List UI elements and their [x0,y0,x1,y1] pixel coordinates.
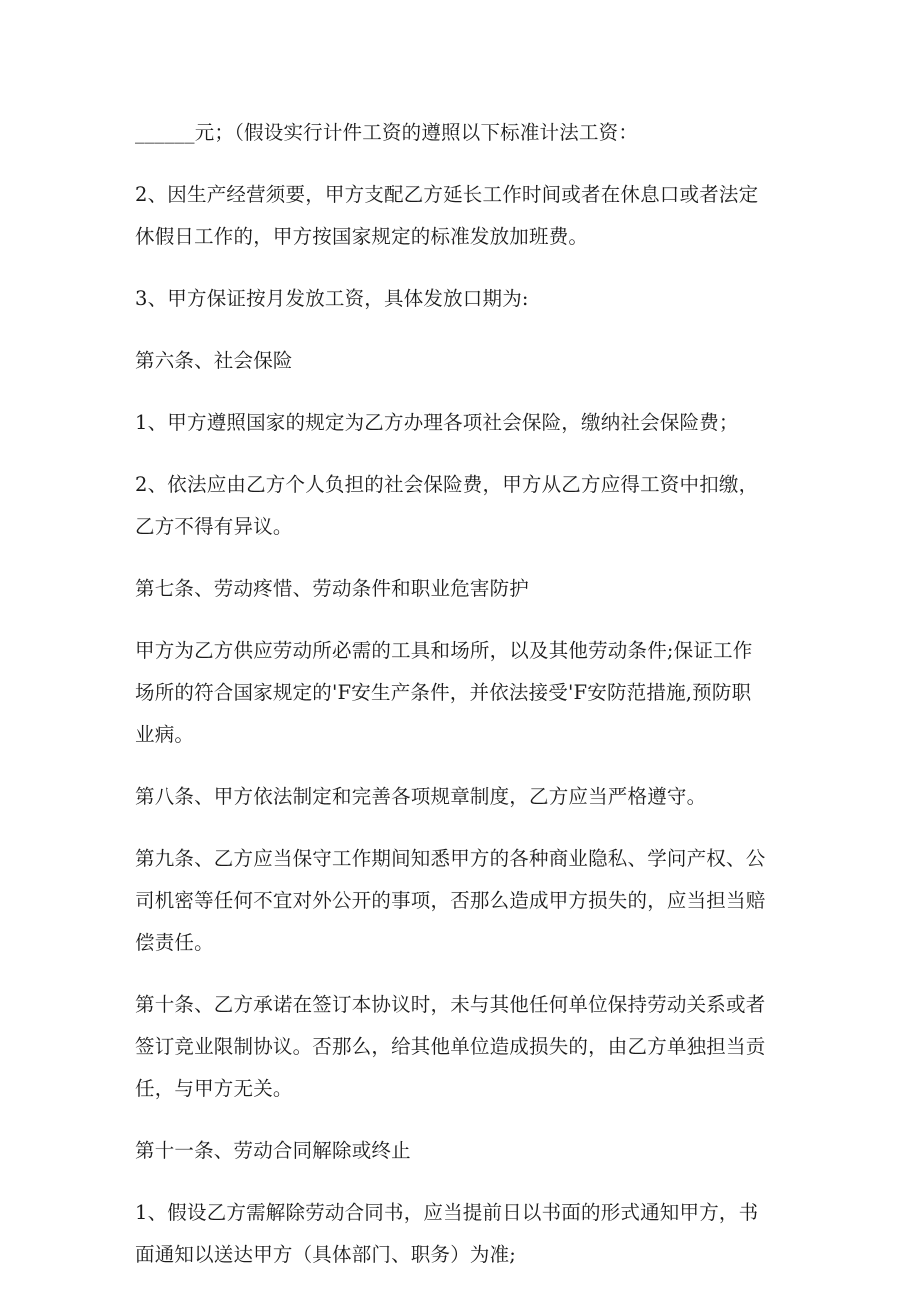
text-line: 第十一条、劳动合同解除或终止 [135,1139,411,1162]
text-line: 2、依法应由乙方个人负担的社会保险费，甲方从乙方应得工资中扣缴， [135,473,759,496]
text-line: 面通知以送达甲方（具体部门、职务）为准; [135,1243,517,1266]
text-line: 1、甲方遵照国家的规定为乙方办理各项社会保险，缴纳社会保险费； [135,411,739,434]
text-line: 3、甲方保证按月发放工资，具体发放口期为: [135,287,529,310]
text-line: 第九条、乙方应当保守工作期间知悉甲方的各种商业隐私、学问产权、公 [135,847,766,870]
text-line: 第十条、乙方承诺在签订本协议时，未与其他任何单位保持劳动关系或者 [135,993,766,1016]
text-line: 场所的符合国家规定的'F安生产条件，并依法接受'F安防范措施,预防职 [135,681,752,704]
text-line: 任，与甲方无关。 [135,1077,293,1100]
text-line: ______元；（假设实行计件工资的遵照以下标准计法工资： [135,121,639,144]
text-line: 业病。 [135,723,195,746]
text-line: 第六条、社会保险 [135,349,293,372]
text-line: 2、因生产经营须要，甲方支配乙方延长工作时间或者在休息口或者法定 [135,183,759,206]
text-line: 1、假设乙方需解除劳动合同书，应当提前日以书面的形式通知甲方，书 [135,1201,759,1224]
document-body [135,112,785,1276]
text-line: 乙方不得有异议。 [135,515,293,538]
text-line: 签订竞业限制协议。否那么，给其他单位造成损失的，由乙方单独担当贡 [135,1035,766,1058]
text-line: 司机密等任何不宜对外公开的事项，否那么造成甲方损失的，应当担当赔 [135,889,766,912]
text-line: 甲方为乙方供应劳动所必需的工具和场所，以及其他劳动条件;保证工作 [135,639,753,662]
text-line: 偿责任。 [135,931,214,954]
text-line: 休假日工作的，甲方按国家规定的标准发放加班费。 [135,225,589,248]
text-line: 第八条、甲方依法制定和完善各项规章制度，乙方应当严格遵守。 [135,785,707,808]
text-line: 第七条、劳动疼惜、劳动条件和职业危害防护 [135,577,530,600]
